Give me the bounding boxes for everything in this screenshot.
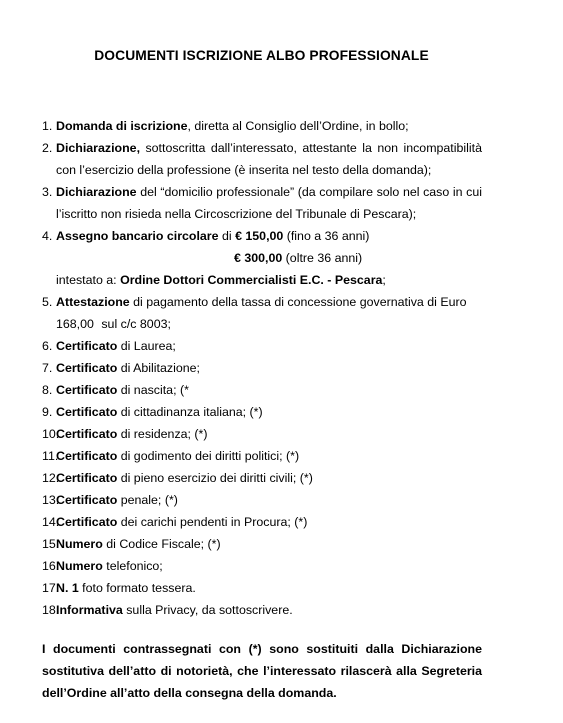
amount-row: [42, 247, 482, 269]
item-bold: N. 1: [56, 581, 79, 595]
list-item: [42, 181, 482, 225]
item-text: di Laurea;: [117, 339, 176, 353]
item-number: 2.: [42, 141, 53, 155]
list-item: [42, 445, 482, 467]
list-item: [42, 577, 482, 599]
payee-end: ;: [382, 273, 386, 287]
item-number: 12.: [42, 471, 60, 485]
item-text: dei carichi pendenti in Procura; (*): [117, 515, 308, 529]
item-number: 16.: [42, 559, 60, 573]
item-number: 17.: [42, 581, 60, 595]
item-number: 13.: [42, 493, 60, 507]
list-item: [42, 225, 482, 247]
item-bold: Certificato: [56, 471, 118, 485]
item-text: penale; (*): [117, 493, 178, 507]
item-number: 3.: [42, 185, 53, 199]
item-text: di nascita; (*: [117, 383, 189, 397]
item-bold: Certificato: [56, 383, 118, 397]
item-text: di Abilitazione;: [117, 361, 200, 375]
item-text: foto formato tessera.: [78, 581, 196, 595]
item-text: del “domicilio professionale” (da compilare solo nel caso in cui l’iscritto non risieda nella Circoscrizione del Tribunale di Pescara);: [56, 185, 482, 221]
list-item: [42, 137, 482, 181]
item-text: di residenza; (*): [117, 427, 208, 441]
item-bold: Certificato: [56, 361, 118, 375]
list-item: [42, 599, 482, 621]
page-title: DOCUMENTI ISCRIZIONE ALBO PROFESSIONALE: [94, 48, 429, 63]
item-text: di godimento dei diritti politici; (*): [117, 449, 300, 463]
footer-note: I documenti contrassegnati con (*) sono sostituiti dalla Dichiarazione sostitutiva dell’atto di notorietà, che l’interessato rilascerà alla Segreteria dell’Ordine all’atto della consegna della domanda.: [42, 642, 482, 700]
item-text: di: [218, 229, 236, 243]
item-number: 1.: [42, 119, 53, 133]
item-bold: Dichiarazione: [56, 185, 137, 199]
tax-account: sul c/c 8003;: [101, 317, 171, 331]
item-bold: Certificato: [56, 427, 118, 441]
item-text: sottoscritta dall’interessato, attestante la non incompatibilità con l’esercizio della professione (è inserita nel testo della domanda);: [56, 141, 482, 177]
item-number: 14.: [42, 515, 60, 529]
list-item: [42, 401, 482, 423]
item-text: sulla Privacy, da sottoscrivere.: [122, 603, 293, 617]
item-number: 5.: [42, 295, 53, 309]
tax-row: [42, 313, 482, 335]
amount-note: (oltre 36 anni): [282, 251, 363, 265]
item-bold: Assegno bancario circolare: [56, 229, 219, 243]
payee-label: intestato a:: [56, 273, 121, 287]
item-number: 10.: [42, 427, 60, 441]
list-item: [42, 335, 482, 357]
list-item: [42, 467, 482, 489]
list-item: [42, 423, 482, 445]
item-bold: Numero: [56, 537, 103, 551]
amount-under-36: € 150,00: [235, 229, 284, 243]
list-item: [42, 489, 482, 511]
item-number: 9.: [42, 405, 53, 419]
item-text: di pagamento della tassa di concessione governativa di Euro: [129, 295, 467, 309]
item-text: di cittadinanza italiana; (*): [117, 405, 263, 419]
list-item: [42, 379, 482, 401]
tax-amount: 168,00: [56, 317, 94, 331]
list-item: [42, 357, 482, 379]
item-number: 15.: [42, 537, 60, 551]
item-bold: Attestazione: [56, 295, 130, 309]
item-text: telefonico;: [102, 559, 163, 573]
item-bold: Numero: [56, 559, 103, 573]
item-number: 11.: [42, 449, 59, 463]
payee-row: [42, 269, 482, 291]
amount-note: (fino a 36 anni): [283, 229, 370, 243]
amount-over-36: € 300,00: [234, 251, 283, 265]
list-item: [42, 115, 482, 137]
list-item: [42, 555, 482, 577]
item-text: di pieno esercizio dei diritti civili; (*): [117, 471, 313, 485]
item-number: 18.: [42, 603, 60, 617]
item-bold: Certificato: [56, 449, 118, 463]
item-number: 4.: [42, 229, 53, 243]
list-item: [42, 511, 482, 533]
item-number: 6.: [42, 339, 53, 353]
item-text: di Codice Fiscale; (*): [102, 537, 221, 551]
item-bold: Certificato: [56, 515, 118, 529]
list-item: [42, 291, 482, 313]
list-item: [42, 533, 482, 555]
item-bold: Informativa: [56, 603, 123, 617]
item-bold: Dichiarazione,: [56, 141, 141, 155]
item-bold: Certificato: [56, 405, 118, 419]
item-bold: Domanda di iscrizione: [56, 119, 188, 133]
item-bold: Certificato: [56, 339, 118, 353]
item-text: , diretta al Consiglio dell’Ordine, in bollo;: [187, 119, 409, 133]
documents-list: [42, 115, 482, 621]
payee-name: Ordine Dottori Commercialisti E.C. - Pescara: [120, 273, 383, 287]
item-number: 8.: [42, 383, 53, 397]
item-bold: Certificato: [56, 493, 118, 507]
item-number: 7.: [42, 361, 53, 375]
